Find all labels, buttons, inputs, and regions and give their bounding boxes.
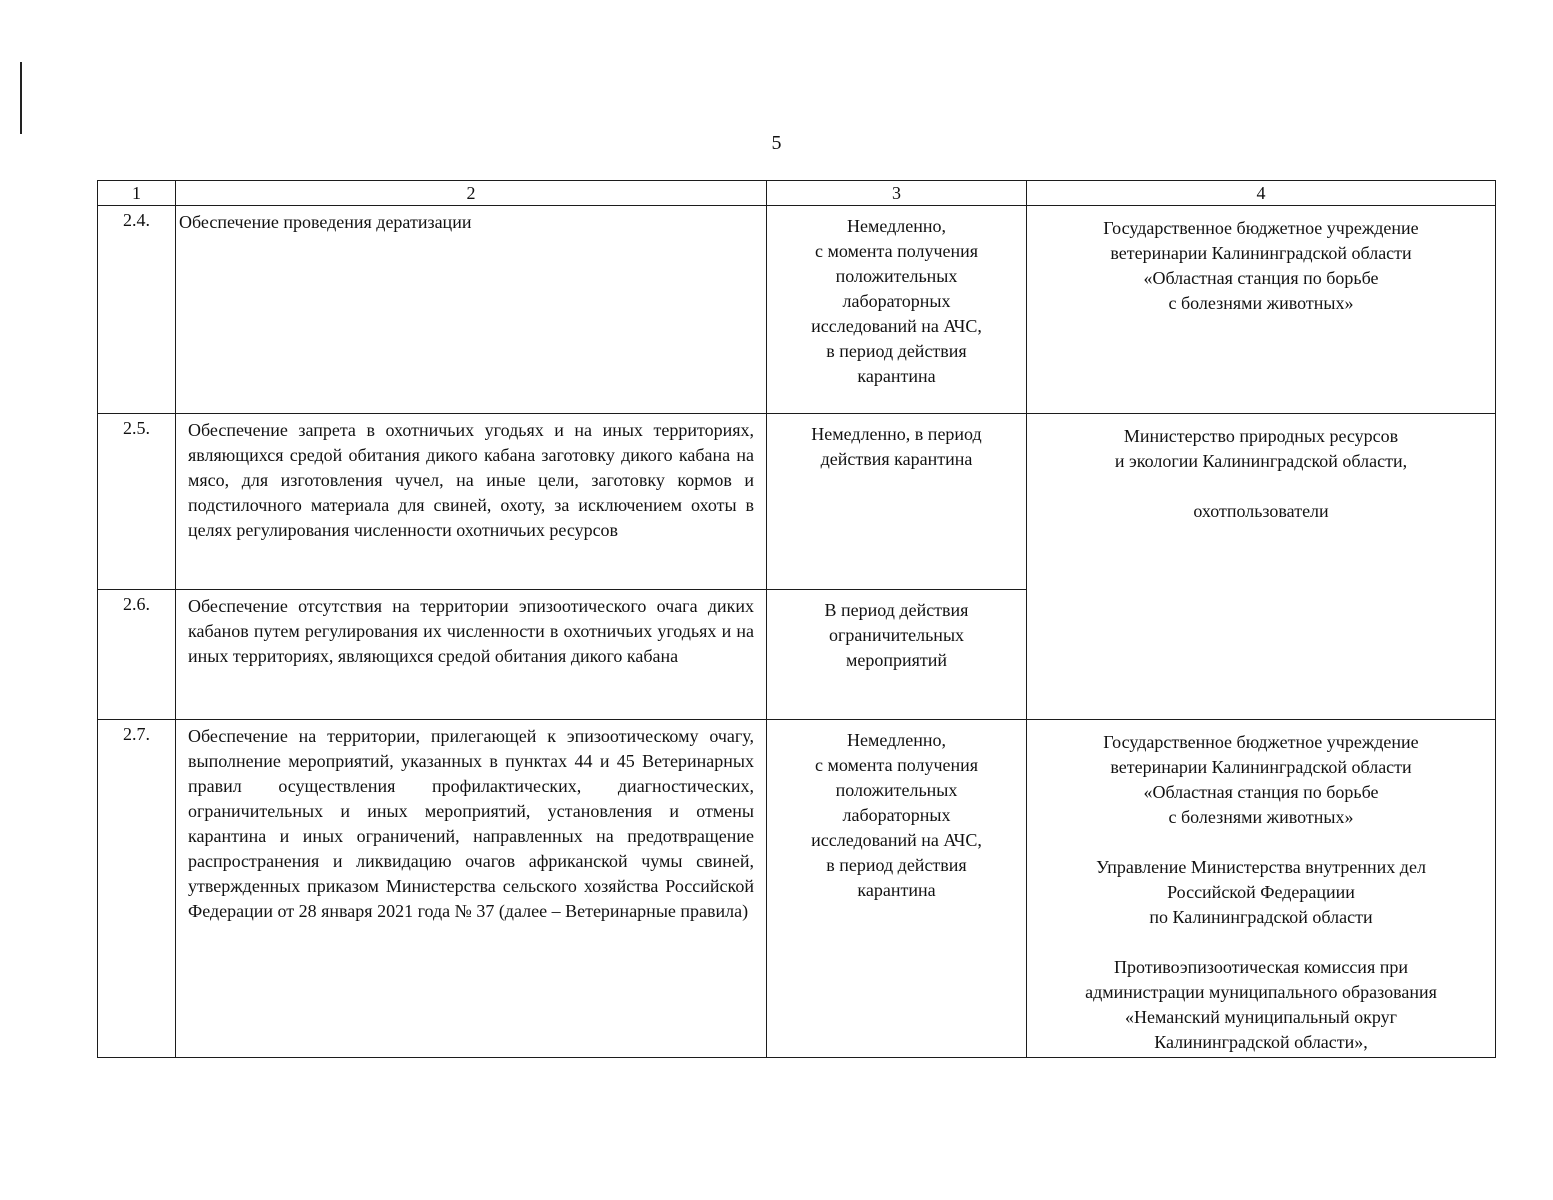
column-header: 3	[767, 181, 1027, 206]
org-name: охотпользователи	[1193, 501, 1329, 521]
org-name: Министерство природных ресурсов и экологии Калининградской области,	[1114, 426, 1408, 471]
measure-description: Обеспечение проведения дератизации	[176, 206, 767, 414]
row-number: 2.5.	[98, 414, 176, 590]
row-number: 2.4.	[98, 206, 176, 414]
measure-description: Обеспечение на территории, прилегающей к эпизоотическому очагу, выполнение мероприятий, указанных в пунктах 44 и 45 Ветеринарных правил осуществления профилактических, диагностических, ограничительных и иных мероприятий, установления и отмены карантина и иных ограничений, направленных на предотвращение распространения и ликвидацию очагов африканской чумы свиней, утвержденных приказом Министерства сельского хозяйства Российской Федерации от 28 января 2021 года № 37 (далее – Ветеринарные правила)	[176, 720, 767, 1058]
measure-term: Немедленно, с момента получения положительных лабораторных исследований на АЧС, в период действия карантина	[767, 206, 1027, 414]
measure-description: Обеспечение запрета в охотничьих угодьях и на иных территориях, являющихся средой обитания дикого кабана заготовку дикого кабана на мясо, для изготовления чучел, на иные цели, заготовку кормов и подстилочного материала для свиней, охоту, за исключением охоты в целях регулирования численности охотничьих ресурсов	[176, 414, 767, 590]
row-number: 2.6.	[98, 590, 176, 720]
page-number: 5	[771, 132, 782, 154]
column-header: 1	[98, 181, 176, 206]
responsible-org	[1027, 720, 1496, 1058]
scan-edge-mark	[20, 62, 22, 134]
table-row	[98, 414, 1496, 590]
column-header: 4	[1027, 181, 1496, 206]
measure-term: Немедленно, с момента получения положительных лабораторных исследований на АЧС, в период действия карантина	[767, 720, 1027, 1058]
spacer	[1027, 930, 1495, 955]
table-row	[98, 720, 1496, 1058]
responsible-org	[1027, 414, 1496, 720]
measure-term: В период действия ограничительных мероприятий	[767, 590, 1027, 720]
measure-term: Немедленно, в период действия карантина	[767, 414, 1027, 590]
row-number: 2.7.	[98, 720, 176, 1058]
column-header: 2	[176, 181, 767, 206]
table-row	[98, 206, 1496, 414]
org-name: Управление Министерства внутренних дел Российской Федерациии по Калининградской области	[1096, 857, 1426, 927]
org-name: Противоэпизоотическая комиссия при администрации муниципального образования «Неманский муниципальный округ Калининградской области»,	[1085, 957, 1437, 1052]
measure-description: Обеспечение отсутствия на территории эпизоотического очага диких кабанов путем регулирования их численности в охотничьих угодьях и на иных территориях, являющихся средой обитания дикого кабана	[176, 590, 767, 720]
org-name: Государственное бюджетное учреждение ветеринарии Калининградской области «Областная станция по борьбе с болезнями животных»	[1103, 732, 1419, 827]
spacer	[1027, 474, 1495, 499]
measures-table	[97, 180, 1496, 1058]
table-header-row	[98, 181, 1496, 206]
responsible-org: Государственное бюджетное учреждение ветеринарии Калининградской области «Областная станция по борьбе с болезнями животных»	[1027, 206, 1496, 414]
spacer	[1027, 830, 1495, 855]
